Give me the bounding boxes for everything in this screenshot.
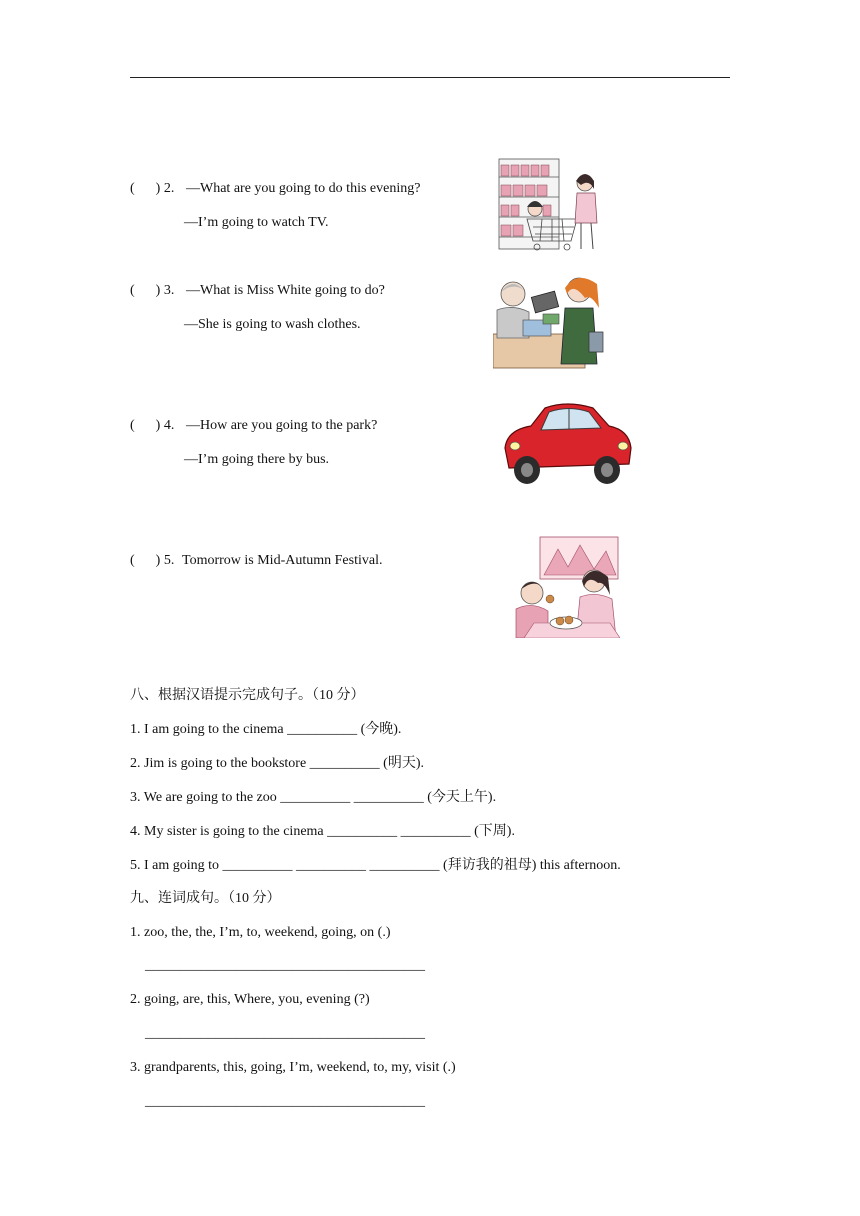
section8-line-2: 2. Jim is going to the bookstore __________ (明天).: [130, 756, 424, 771]
section9-item-2: 2. going, are, this, Where, you, evening (?): [130, 992, 370, 1007]
item-4-paren: ( ) 4.: [130, 418, 175, 433]
section9-heading: 九、连词成句。（10 分）: [130, 891, 281, 906]
item-2-answer: —I’m going to watch TV.: [184, 215, 329, 230]
answer-line-2[interactable]: ________________________________________: [145, 1026, 425, 1041]
item-5-question: Tomorrow is Mid-Autumn Festival.: [182, 553, 383, 568]
item-4-answer: —I’m going there by bus.: [184, 452, 330, 467]
section8-line-1: 1. I am going to the cinema __________ (今晚).: [130, 722, 402, 737]
eating-mooncakes-image: [514, 535, 620, 638]
answer-line-1[interactable]: ________________________________________: [145, 958, 425, 973]
item-3-answer: —She is going to wash clothes.: [184, 317, 361, 332]
item-5-paren: ( ) 5.: [130, 553, 175, 568]
section8-line-3: 3. We are going to the zoo __________ __________ (今天上午).: [130, 790, 497, 805]
item-2-question: —What are you going to do this evening?: [186, 181, 421, 196]
red-car-image: [497, 396, 633, 492]
section8-heading: 八、根据汉语提示完成句子。（10 分）: [130, 688, 365, 703]
item-2-paren: ( ) 2.: [130, 181, 175, 196]
supermarket-shopping-image: [497, 157, 601, 253]
section9-item-3: 3. grandparents, this, going, I’m, weekend, to, my, visit (.): [130, 1060, 456, 1075]
header-rule: [130, 77, 730, 78]
shop-counter-purchase-image: [493, 272, 609, 372]
answer-line-3[interactable]: ________________________________________: [145, 1094, 425, 1109]
section8-line-5: 5. I am going to __________ __________ __________ (拜访我的祖母) this afternoon.: [130, 858, 621, 873]
section9-item-1: 1. zoo, the, the, I’m, to, weekend, going, on (.): [130, 925, 391, 940]
item-3-paren: ( ) 3.: [130, 283, 175, 298]
item-4-question: —How are you going to the park?: [186, 418, 378, 433]
section8-line-4: 4. My sister is going to the cinema __________ __________ (下周).: [130, 824, 515, 839]
item-3-question: —What is Miss White going to do?: [186, 283, 385, 298]
